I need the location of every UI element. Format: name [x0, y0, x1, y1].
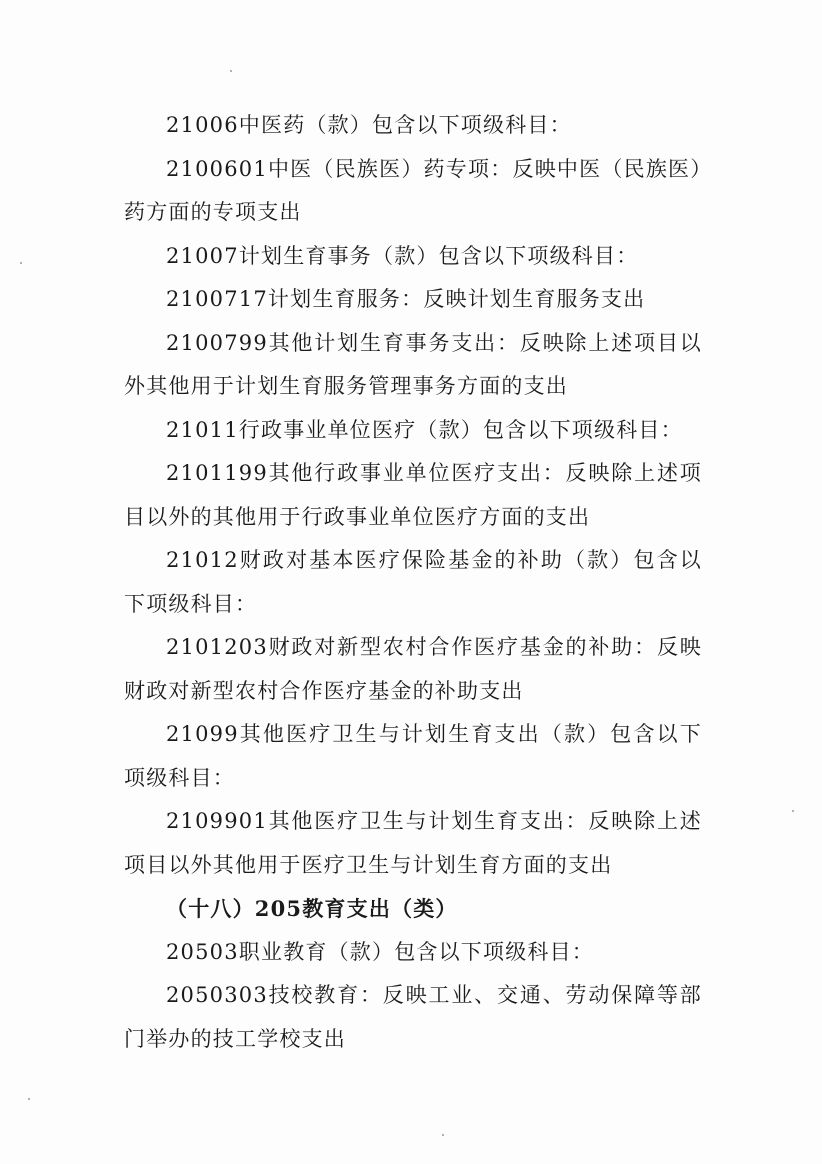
- paragraph-21099: 21099其他医疗卫生与计划生育支出（款）包含以下项级科目：: [124, 722, 702, 790]
- scan-speck: [230, 70, 232, 72]
- document-body: [124, 104, 702, 1061]
- scan-speck: [792, 810, 794, 812]
- paragraph-2101199: 2101199其他行政事业单位医疗支出：反映除上述项目以外的其他用于行政事业单位医疗方面的支出: [124, 461, 702, 529]
- scan-speck: [28, 1098, 30, 1100]
- paragraph-2050303: 2050303技校教育：反映工业、交通、劳动保障等部门举办的技工学校支出: [124, 983, 702, 1051]
- paragraph-2101203: 2101203财政对新型农村合作医疗基金的补助：反映财政对新型农村合作医疗基金的补助支出: [124, 635, 702, 703]
- section-heading: （十八）205教育支出（类）: [166, 896, 458, 921]
- scan-speck: [20, 262, 22, 264]
- scan-speck: [442, 1134, 444, 1136]
- paragraph-2100799: 2100799其他计划生育事务支出：反映除上述项目以外其他用于计划生育服务管理事务方面的支出: [124, 330, 702, 398]
- paragraph-2109901: 2109901其他医疗卫生与计划生育支出：反映除上述项目以外其他用于医疗卫生与计划生育方面的支出: [124, 809, 702, 877]
- paragraph-21006: 21006中医药（款）包含以下项级科目：: [166, 113, 572, 137]
- paragraph-2100601: 2100601中医（民族医）药专项：反映中医（民族医）药方面的专项支出: [124, 156, 702, 224]
- paragraph-21007: 21007计划生育事务（款）包含以下项级科目：: [166, 243, 639, 268]
- paragraph-21012: 21012财政对基本医疗保险基金的补助（款）包含以下项级科目：: [124, 548, 702, 616]
- paragraph-21011: 21011行政事业单位医疗（款）包含以下项级科目：: [166, 417, 683, 442]
- paragraph-2100717: 2100717计划生育服务：反映计划生育服务支出: [166, 287, 646, 311]
- paragraph-20503: 20503职业教育（款）包含以下项级科目：: [166, 939, 595, 964]
